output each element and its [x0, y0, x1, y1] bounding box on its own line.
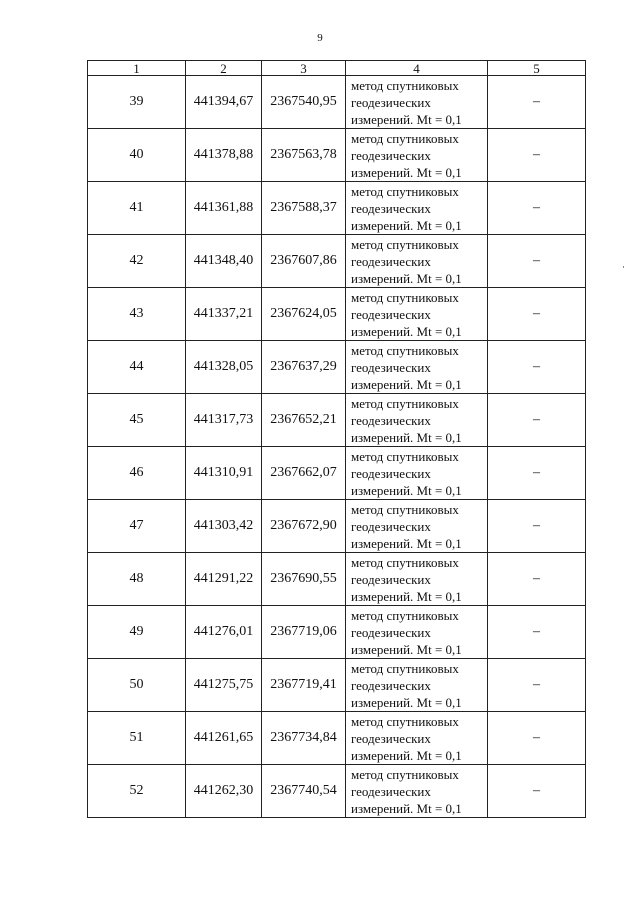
point-number-cell: 42: [88, 235, 186, 288]
y-coordinate-cell: 2367672,90: [262, 500, 346, 553]
note-cell: –: [488, 394, 586, 447]
note-cell: –: [488, 76, 586, 129]
table-row: [88, 500, 586, 553]
x-coordinate-cell: 441337,21: [186, 288, 262, 341]
method-text-line: метод спутниковых: [351, 607, 459, 623]
x-coordinate-cell: 441262,30: [186, 765, 262, 818]
y-coordinate-cell: 2367652,21: [262, 394, 346, 447]
table-row: [88, 341, 586, 394]
note-cell: –: [488, 288, 586, 341]
method-text-line: геодезических: [351, 412, 431, 428]
note-cell: –: [488, 606, 586, 659]
method-cell: [346, 500, 488, 553]
coordinates-table: [87, 60, 586, 818]
method-text-line: измерений. Mt = 0,1: [351, 535, 462, 551]
method-text-line: метод спутниковых: [351, 289, 459, 305]
method-text-line: геодезических: [351, 94, 431, 110]
note-cell: –: [488, 500, 586, 553]
method-text-line: метод спутниковых: [351, 713, 459, 729]
note-cell: –: [488, 182, 586, 235]
method-text-line: геодезических: [351, 677, 431, 693]
method-text-line: измерений. Mt = 0,1: [351, 270, 462, 286]
scan-speck: [623, 266, 624, 268]
note-cell: –: [488, 447, 586, 500]
point-number-cell: 49: [88, 606, 186, 659]
x-coordinate-cell: 441394,67: [186, 76, 262, 129]
method-cell: [346, 553, 488, 606]
column-header-3: 3: [262, 61, 346, 76]
column-header-1: 1: [88, 61, 186, 76]
table-row: [88, 606, 586, 659]
note-cell: –: [488, 659, 586, 712]
method-text-line: измерений. Mt = 0,1: [351, 800, 462, 816]
x-coordinate-cell: 441303,42: [186, 500, 262, 553]
method-cell: [346, 182, 488, 235]
method-text-line: измерений. Mt = 0,1: [351, 376, 462, 392]
method-cell: [346, 288, 488, 341]
y-coordinate-cell: 2367719,06: [262, 606, 346, 659]
column-header-4: 4: [346, 61, 488, 76]
method-cell: [346, 341, 488, 394]
method-text-line: измерений. Mt = 0,1: [351, 429, 462, 445]
point-number-cell: 52: [88, 765, 186, 818]
y-coordinate-cell: 2367624,05: [262, 288, 346, 341]
table-row: [88, 182, 586, 235]
point-number-cell: 47: [88, 500, 186, 553]
x-coordinate-cell: 441310,91: [186, 447, 262, 500]
method-cell: [346, 235, 488, 288]
table-row: [88, 765, 586, 818]
point-number-cell: 43: [88, 288, 186, 341]
note-cell: –: [488, 712, 586, 765]
method-text-line: метод спутниковых: [351, 501, 459, 517]
method-cell: [346, 659, 488, 712]
note-cell: –: [488, 341, 586, 394]
method-cell: [346, 394, 488, 447]
y-coordinate-cell: 2367740,54: [262, 765, 346, 818]
point-number-cell: 48: [88, 553, 186, 606]
x-coordinate-cell: 441291,22: [186, 553, 262, 606]
method-text-line: метод спутниковых: [351, 660, 459, 676]
table-row: [88, 712, 586, 765]
x-coordinate-cell: 441276,01: [186, 606, 262, 659]
point-number-cell: 45: [88, 394, 186, 447]
x-coordinate-cell: 441261,65: [186, 712, 262, 765]
page-number: 9: [317, 32, 323, 44]
method-text-line: геодезических: [351, 571, 431, 587]
method-text-line: геодезических: [351, 624, 431, 640]
method-text-line: измерений. Mt = 0,1: [351, 217, 462, 233]
table-row: [88, 659, 586, 712]
x-coordinate-cell: 441328,05: [186, 341, 262, 394]
method-text-line: геодезических: [351, 465, 431, 481]
x-coordinate-cell: 441361,88: [186, 182, 262, 235]
x-coordinate-cell: 441317,73: [186, 394, 262, 447]
method-text-line: измерений. Mt = 0,1: [351, 641, 462, 657]
method-text-line: геодезических: [351, 200, 431, 216]
table-row: [88, 76, 586, 129]
point-number-cell: 39: [88, 76, 186, 129]
method-text-line: измерений. Mt = 0,1: [351, 111, 462, 127]
y-coordinate-cell: 2367637,29: [262, 341, 346, 394]
method-text-line: геодезических: [351, 359, 431, 375]
method-text-line: геодезических: [351, 518, 431, 534]
note-cell: –: [488, 129, 586, 182]
y-coordinate-cell: 2367588,37: [262, 182, 346, 235]
point-number-cell: 41: [88, 182, 186, 235]
table-body: [88, 76, 586, 818]
note-cell: –: [488, 235, 586, 288]
method-cell: [346, 447, 488, 500]
y-coordinate-cell: 2367540,95: [262, 76, 346, 129]
method-cell: [346, 712, 488, 765]
table-row: [88, 447, 586, 500]
y-coordinate-cell: 2367607,86: [262, 235, 346, 288]
table-row: [88, 235, 586, 288]
method-text-line: геодезических: [351, 783, 431, 799]
column-header-5: 5: [488, 61, 586, 76]
x-coordinate-cell: 441378,88: [186, 129, 262, 182]
column-header-2: 2: [186, 61, 262, 76]
method-text-line: метод спутниковых: [351, 77, 459, 93]
y-coordinate-cell: 2367734,84: [262, 712, 346, 765]
method-text-line: метод спутниковых: [351, 130, 459, 146]
method-text-line: геодезических: [351, 147, 431, 163]
point-number-cell: 50: [88, 659, 186, 712]
method-text-line: геодезических: [351, 730, 431, 746]
method-text-line: геодезических: [351, 253, 431, 269]
point-number-cell: 44: [88, 341, 186, 394]
method-cell: [346, 765, 488, 818]
method-text-line: измерений. Mt = 0,1: [351, 482, 462, 498]
table-header-row: [88, 61, 586, 76]
point-number-cell: 51: [88, 712, 186, 765]
y-coordinate-cell: 2367690,55: [262, 553, 346, 606]
method-cell: [346, 129, 488, 182]
method-text-line: метод спутниковых: [351, 342, 459, 358]
method-cell: [346, 76, 488, 129]
point-number-cell: 46: [88, 447, 186, 500]
method-text-line: измерений. Mt = 0,1: [351, 164, 462, 180]
method-text-line: метод спутниковых: [351, 395, 459, 411]
point-number-cell: 40: [88, 129, 186, 182]
method-text-line: измерений. Mt = 0,1: [351, 323, 462, 339]
y-coordinate-cell: 2367563,78: [262, 129, 346, 182]
method-text-line: метод спутниковых: [351, 554, 459, 570]
table-row: [88, 553, 586, 606]
note-cell: –: [488, 765, 586, 818]
method-text-line: метод спутниковых: [351, 448, 459, 464]
method-text-line: измерений. Mt = 0,1: [351, 747, 462, 763]
method-cell: [346, 606, 488, 659]
table-row: [88, 394, 586, 447]
note-cell: –: [488, 553, 586, 606]
method-text-line: метод спутниковых: [351, 766, 459, 782]
table-row: [88, 129, 586, 182]
table-row: [88, 288, 586, 341]
y-coordinate-cell: 2367662,07: [262, 447, 346, 500]
x-coordinate-cell: 441275,75: [186, 659, 262, 712]
method-text-line: измерений. Mt = 0,1: [351, 588, 462, 604]
method-text-line: геодезических: [351, 306, 431, 322]
method-text-line: метод спутниковых: [351, 183, 459, 199]
x-coordinate-cell: 441348,40: [186, 235, 262, 288]
method-text-line: измерений. Mt = 0,1: [351, 694, 462, 710]
y-coordinate-cell: 2367719,41: [262, 659, 346, 712]
method-text-line: метод спутниковых: [351, 236, 459, 252]
